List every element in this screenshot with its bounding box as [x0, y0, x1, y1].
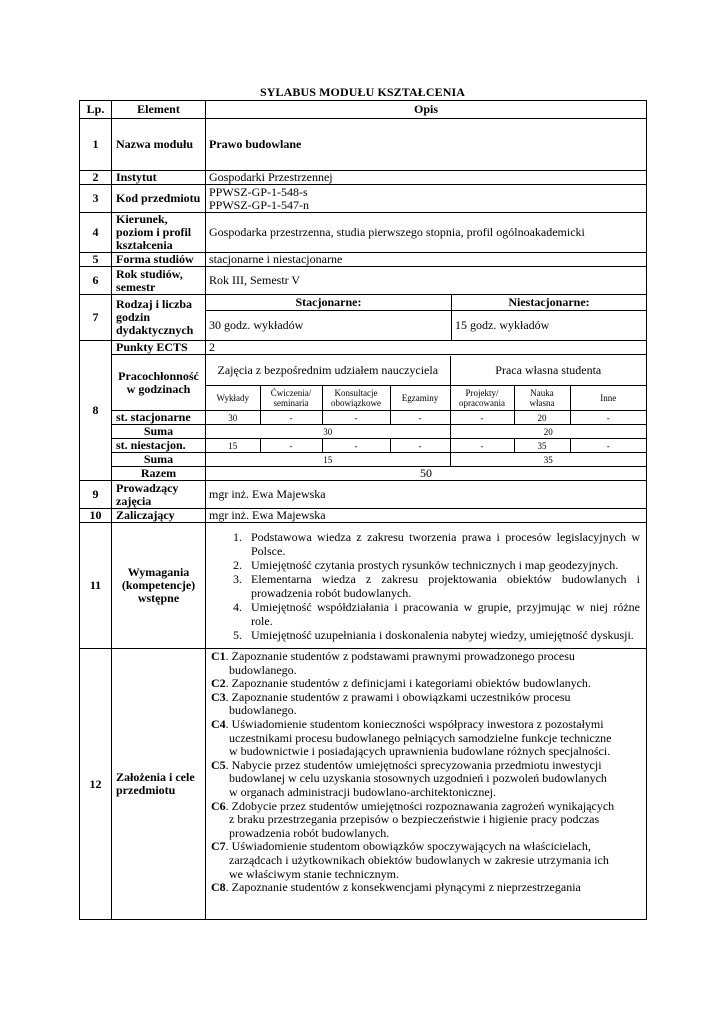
- value-cell: -: [450, 411, 514, 424]
- row-8-workload: [80, 355, 647, 411]
- row-2: [80, 171, 647, 185]
- goal-item: [209, 718, 616, 759]
- direct-contact-header: Zajęcia z bezpośrednim udziałem nauczyciela: [206, 356, 450, 386]
- goal-item: [209, 800, 616, 841]
- row-number: 8: [80, 341, 112, 481]
- goal-text: . Zapoznanie studentów z podstawami prawnymi prowadzonego procesu budowlanego.: [225, 649, 575, 677]
- value-cell: 20: [514, 411, 570, 424]
- row-8-total: [80, 467, 647, 481]
- col-consultations: Konsultacje obowiązkowe: [322, 386, 390, 410]
- goal-item: [209, 677, 616, 691]
- goal-text: . Zdobycie przez studentów umiejętności rozpoznawania zagrożeń wynikających z braku przestrzegania przepisów o bezpieczeństwie i higienie pracy podczas prowadzenia robót budowlanych.: [225, 798, 615, 840]
- course-code-stationary: PPWSZ-GP-1-548-s: [209, 184, 308, 199]
- row-8-stationary: [80, 411, 647, 425]
- col-other: Inne: [570, 386, 646, 410]
- header-row: [80, 101, 647, 119]
- value-cell: -: [322, 411, 390, 424]
- col-self-study: Nauka własna: [514, 386, 570, 410]
- row-label: Wymagania (kompetencje) wstępne: [112, 523, 206, 649]
- row-number: 6: [80, 267, 112, 295]
- extramural-label: st. niestacjon.: [112, 439, 206, 453]
- header-opis: Opis: [206, 101, 647, 119]
- row-9: [80, 481, 647, 509]
- sum-label: Suma: [112, 425, 206, 439]
- row-5: [80, 253, 647, 267]
- extramural-sum-cell: [206, 453, 647, 467]
- row-8-ects: [80, 341, 647, 355]
- row-11: [80, 523, 647, 649]
- goal-item: [209, 759, 616, 800]
- value-cell: 15: [206, 439, 260, 452]
- goal-code: C4: [211, 716, 226, 731]
- row-label: Rok studiów, semestr: [112, 267, 206, 295]
- stationary-hours: 30 godz. wykładów: [206, 311, 452, 341]
- course-codes: [206, 185, 647, 213]
- row-6: [80, 267, 647, 295]
- value-cell: 35: [514, 439, 570, 452]
- requirements-list: [209, 530, 640, 642]
- extramural-sum: [206, 453, 646, 466]
- row-label: Rodzaj i liczba godzin dydaktycznych: [112, 295, 206, 341]
- list-item: 2. Umiejętność czytania prostych rysunków technicznych i map geodezyjnych.: [245, 558, 640, 572]
- row-number: 3: [80, 185, 112, 213]
- row-8-extramural: [80, 439, 647, 453]
- list-item: 4. Umiejętność współdziałania i pracowania w grupie, przyjmując w niej różne role.: [245, 600, 640, 628]
- value-cell: -: [260, 411, 322, 424]
- header-element: Element: [112, 101, 206, 119]
- lecturer-value: mgr inż. Ewa Majewska: [206, 481, 647, 509]
- examiner-value: mgr inż. Ewa Majewska: [206, 509, 647, 523]
- value-cell: -: [390, 439, 450, 452]
- row-label: Forma studiów: [112, 253, 206, 267]
- stationary-sum-cell: [206, 425, 647, 439]
- goal-text: . Zapoznanie studentów z definicjami i kategoriami obiektów budowlanych.: [225, 676, 591, 691]
- goal-text: . Zapoznanie studentów z konsekwencjami płynącymi z nieprzestrzegania: [225, 880, 581, 895]
- ects-label: Punkty ECTS: [112, 341, 206, 355]
- value-cell: -: [260, 439, 322, 452]
- value-cell: 30: [206, 411, 260, 424]
- own-work-header: Praca własna studenta: [450, 356, 646, 386]
- row-number: 12: [80, 649, 112, 920]
- goal-item: [209, 691, 616, 718]
- goal-code: C6: [211, 798, 226, 813]
- row-number: 9: [80, 481, 112, 509]
- total-value: 50: [206, 467, 647, 481]
- row-label: Założenia i cele przedmiotu: [112, 649, 206, 920]
- extramural-values: [206, 439, 646, 452]
- goal-text: . Uświadomienie studentom obowiązków spoczywających na właścicielach, zarządcach i użytkownikach obiektów budowlanych w zakresie utrzymania ich we właściwym stanie technicznym.: [225, 839, 609, 881]
- ects-value: 2: [206, 341, 647, 355]
- goal-code: C2: [211, 676, 226, 691]
- list-item: 5. Umiejętność uzupełniania i doskonalenia nabytej wiedzy, umiejętność dyskusji.: [245, 628, 640, 642]
- goal-item: [209, 881, 616, 895]
- goal-text: . Nabycie przez studentów umiejętności sprecyzowania przedmiotu inwestycji budowlanej w celu uzyskania stosownych uzgodnień i pozwoleń budowlanych w organach administracji budowlano-architektonicznej.: [225, 757, 607, 799]
- row-number: 7: [80, 295, 112, 341]
- row-label: Nazwa modułu: [112, 119, 206, 171]
- extramural-values-cell: [206, 439, 647, 453]
- value-cell: -: [606, 440, 610, 451]
- goal-item: [209, 650, 616, 677]
- row-label: Zaliczający: [112, 509, 206, 523]
- row-number: 10: [80, 509, 112, 523]
- sum-direct: 30: [206, 425, 450, 438]
- sum-own: 20: [543, 426, 553, 437]
- extramural-header: Niestacjonarne:: [452, 295, 647, 311]
- row-number: 4: [80, 213, 112, 253]
- goal-code: C1: [211, 649, 226, 663]
- list-item: 3. Elementarna wiedza z zakresu projektowania obiektów budowlanych i prowadzenia robót budowlanych.: [245, 572, 640, 600]
- document-title: SYLABUS MODUŁU KSZTAŁCENIA: [259, 85, 466, 99]
- workload-header-table: [206, 356, 646, 410]
- value-cell: -: [322, 439, 390, 452]
- goal-code: C7: [211, 839, 226, 854]
- row-label: Kierunek, poziom i profil kształcenia: [112, 213, 206, 253]
- col-exams: Egzaminy: [390, 386, 450, 410]
- goals-cell: [206, 649, 647, 920]
- row-3: [80, 185, 647, 213]
- requirements-cell: [206, 523, 647, 649]
- goal-code: C3: [211, 689, 226, 704]
- goal-text: . Uświadomienie studentom konieczności współpracy inwestora z pozostałymi uczestnikami procesu budowlanego pełniących samodzielne funkcje techniczne w budownictwie i posiadających uprawnienia budowlane różnych specjalności.: [225, 716, 612, 759]
- value-cell: -: [390, 411, 450, 424]
- field-of-study-value: Gospodarka przestrzenna, studia pierwszego stopnia, profil ogólnoakademicki: [206, 213, 647, 253]
- goal-code: C5: [211, 757, 226, 772]
- workload-label: Pracochłonność w godzinach: [112, 355, 206, 411]
- goal-item: [209, 840, 616, 881]
- row-8-extramural-sum: [80, 453, 647, 467]
- list-item: 1. Podstawowa wiedza z zakresu tworzenia prawa i procesów legislacyjnych w Polsce.: [245, 530, 640, 558]
- row-10: [80, 509, 647, 523]
- row-label: Prowadzący zajęcia: [112, 481, 206, 509]
- module-name: Prawo budowlane: [206, 119, 647, 171]
- sum-own: 35: [543, 454, 553, 465]
- stationary-sum: [206, 425, 646, 438]
- goal-code: C8: [211, 880, 226, 895]
- row-8-stationary-sum: [80, 425, 647, 439]
- row-label: Instytut: [112, 171, 206, 185]
- row-number: 2: [80, 171, 112, 185]
- workload-header-cell: [206, 355, 647, 411]
- row-number: 1: [80, 119, 112, 171]
- stationary-header: Stacjonarne:: [206, 295, 452, 311]
- institute-value: Gospodarki Przestrzennej: [206, 171, 647, 185]
- col-projects: Projekty/ opracowania: [450, 386, 514, 410]
- course-code-extramural: PPWSZ-GP-1-547-n: [209, 197, 310, 212]
- stationary-label: st. stacjonarne: [112, 411, 206, 425]
- sum-direct: 15: [206, 453, 450, 466]
- study-form-value: stacjonarne i niestacjonarne: [206, 253, 647, 267]
- sum-label: Suma: [112, 453, 206, 467]
- row-label: Kod przedmiotu: [112, 185, 206, 213]
- row-1: [80, 119, 647, 171]
- goal-text: . Zapoznanie studentów z prawami i obowiązkami uczestników procesu budowlanego.: [225, 689, 571, 718]
- stationary-values-cell: [206, 411, 647, 425]
- col-lectures: Wykłady: [206, 386, 260, 410]
- extramural-hours: 15 godz. wykładów: [452, 311, 647, 341]
- year-semester-value: Rok III, Semestr V: [206, 267, 647, 295]
- value-cell: -: [606, 412, 610, 423]
- header-lp: Lp.: [80, 101, 112, 119]
- row-7-head: [80, 295, 647, 311]
- row-4: [80, 213, 647, 253]
- syllabus-table: [79, 100, 647, 920]
- total-label: Razem: [112, 467, 206, 481]
- row-number: 11: [80, 523, 112, 649]
- value-cell: -: [450, 439, 514, 452]
- stationary-values: [206, 411, 646, 424]
- col-exercises: Ćwiczenia/ seminaria: [260, 386, 322, 410]
- row-number: 5: [80, 253, 112, 267]
- row-12: [80, 649, 647, 920]
